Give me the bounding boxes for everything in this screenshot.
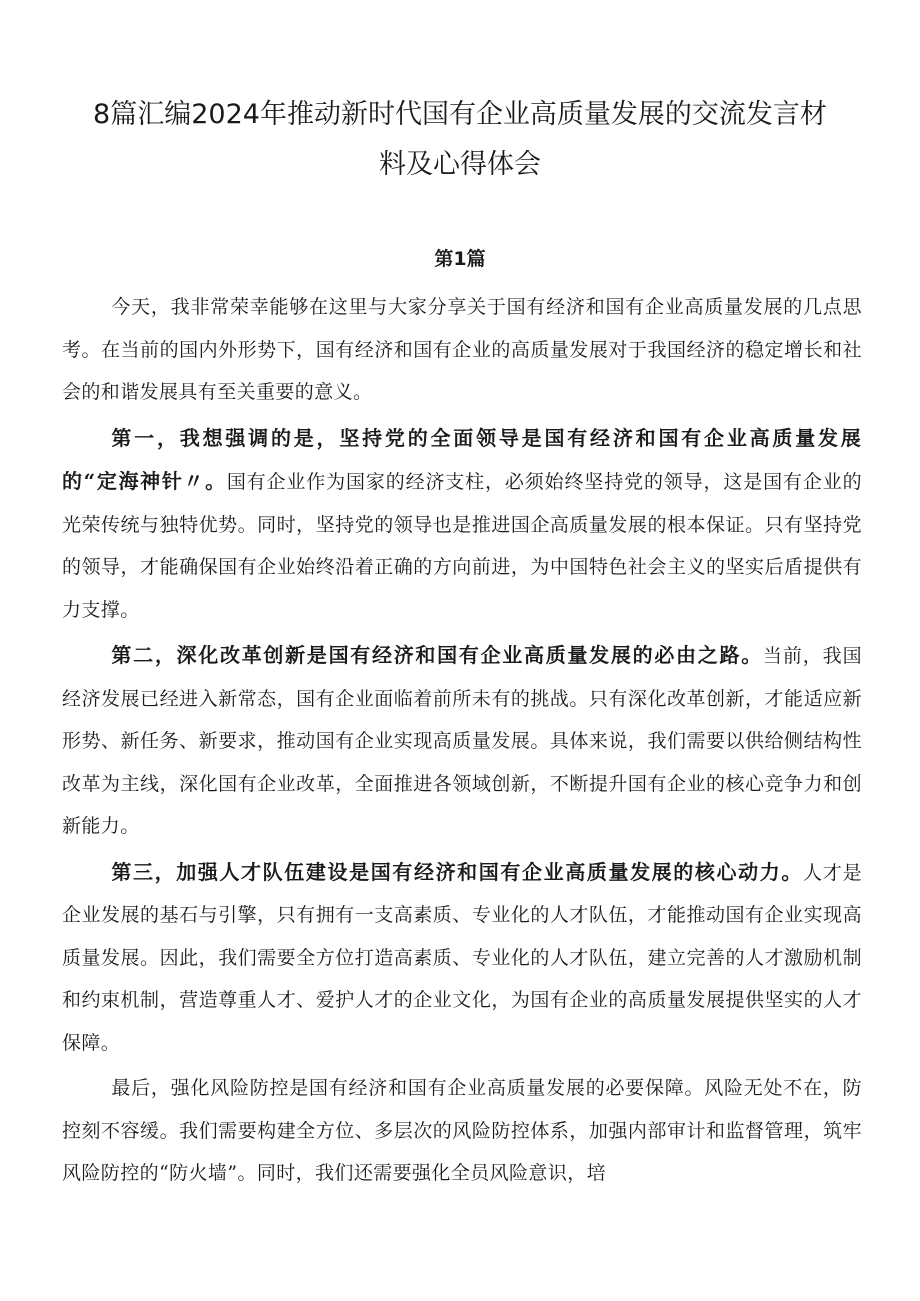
paragraph-point-1 xyxy=(62,417,862,632)
paragraph-text: 今天，我非常荣幸能够在这里与大家分享关于国有经济和国有企业高质量发展的几点思考。在当前的国内外形势下，国有经济和国有企业的高质量发展对于我国经济的稳定增长和社会的和谐发展具有至关重要的意义。 xyxy=(62,296,862,403)
paragraph-text: 当前，我国经济发展已经进入新常态，国有企业面临着前所未有的挑战。只有深化改革创新，才能适应新形势、新任务、新要求，推动国有企业实现高质量发展。具体来说，我们需要以供给侧结构性改革为主线，深化国有企业改革，全面推进各领域创新，不断提升国有企业的核心竞争力和创新能力。 xyxy=(62,645,862,837)
document-title: 8篇汇编2024年推动新时代国有企业高质量发展的交流发言材料及心得体会 xyxy=(93,99,827,180)
section-heading: 第1篇 xyxy=(434,248,486,270)
paragraph-point-2 xyxy=(62,634,862,848)
paragraph-lead: 第一，我想强调的是，坚持党的全面领导是国有经济和国有企业高质量发展的“定海神针〃。 xyxy=(62,425,862,493)
paragraph-conclusion xyxy=(62,1067,862,1195)
paragraph-intro xyxy=(62,286,862,414)
paragraph-text: 人才是企业发展的基石与引擎，只有拥有一支高素质、专业化的人才队伍，才能推动国有企业实现高质量发展。因此，我们需要全方位打造高素质、专业化的人才队伍，建立完善的人才激励机制和约束机制，营造尊重人才、爱护人才的企业文化，为国有企业的高质量发展提供坚实的人才保障。 xyxy=(62,861,862,1054)
paragraph-lead: 第三，加强人才队伍建设是国有经济和国有企业高质量发展的核心动力。 xyxy=(111,859,803,884)
paragraph-point-3 xyxy=(62,851,862,1065)
document-body xyxy=(62,286,862,1198)
paragraph-text: 国有企业作为国家的经济支柱，必须始终坚持党的领导，这是国有企业的光荣传统与独特优势。同时，坚持党的领导也是推进国企高质量发展的根本保证。只有坚持党的领导，才能确保国有企业始终沿着正确的方向前进，为中国特色社会主义的坚实后盾提供有力支撑。 xyxy=(62,471,862,621)
paragraph-lead: 第二，深化改革创新是国有经济和国有企业高质量发展的必由之路。 xyxy=(111,643,763,667)
paragraph-text: 最后，强化风险防控是国有经济和国有企业高质量发展的必要保障。风险无处不在，防控刻不容缓。我们需要构建全方位、多层次的风险防控体系，加强内部审计和监督管理，筑牢风险防控的“防火墙”。同时，我们还需要强化全员风险意识，培 xyxy=(62,1077,862,1184)
